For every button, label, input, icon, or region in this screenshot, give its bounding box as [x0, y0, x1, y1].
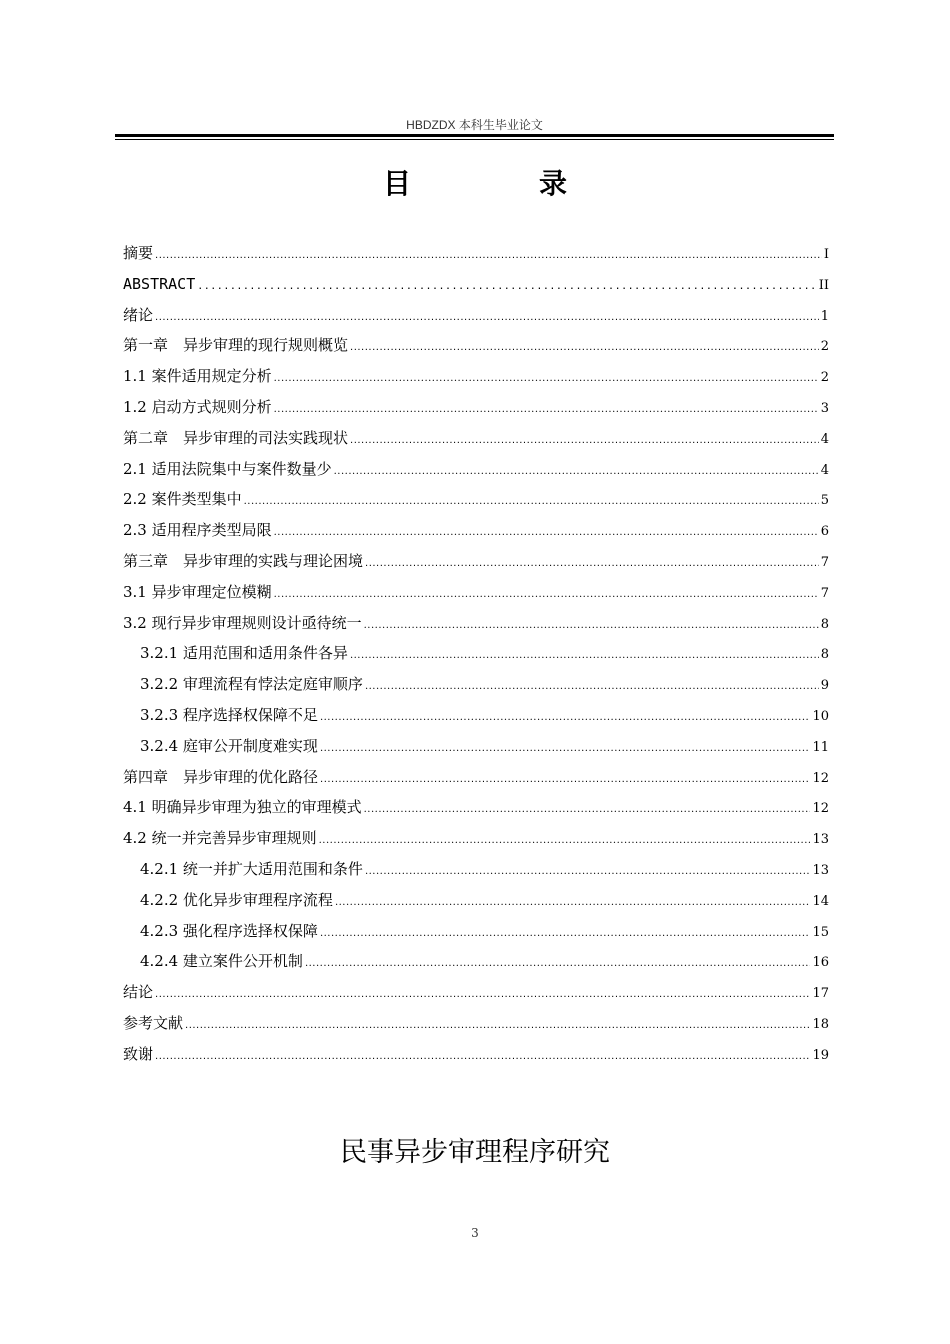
toc-entry-page: 12 — [812, 801, 829, 817]
toc-entry[interactable] — [123, 854, 829, 885]
toc-entry-label: 4.1 明确异步审理为独立的审理模式 — [123, 798, 362, 817]
toc-entry-label: 4.2.4 建立案件公开机制 — [140, 952, 303, 971]
toc-entry-page: 8 — [820, 647, 829, 663]
toc-entry[interactable] — [123, 238, 829, 269]
toc-leader-dots — [320, 765, 810, 796]
toc-entry-page: 15 — [812, 924, 829, 940]
toc-title: 目 录 — [382, 167, 617, 200]
toc-leader-dots — [155, 241, 822, 272]
toc-leader-dots — [365, 672, 819, 703]
toc-entry-page: 17 — [812, 986, 829, 1002]
toc-entry-page: 8 — [820, 616, 829, 632]
toc-entry-label: 4.2 统一并完善异步审理规则 — [123, 829, 317, 848]
toc-entry-label: 结论 — [123, 983, 154, 1002]
toc-entry[interactable] — [123, 454, 829, 485]
toc-leader-dots — [320, 703, 811, 734]
toc-entry-page: 3 — [820, 400, 829, 416]
toc-leader-dots — [155, 1042, 810, 1073]
toc-entry-label: 参考文献 — [123, 1013, 184, 1032]
toc-leader-dots — [320, 734, 811, 765]
toc-entry[interactable] — [123, 792, 829, 823]
toc-entry-label: 3.2.3 程序选择权保障不足 — [140, 705, 318, 724]
toc-leader-dots — [320, 919, 811, 950]
toc-entry[interactable] — [123, 546, 829, 577]
toc-entry-page: 9 — [820, 678, 829, 694]
toc-leader-dots — [274, 580, 819, 611]
paper-title: 民事异步审理程序研究 — [340, 1137, 610, 1168]
toc-entry-label: 绪论 — [123, 305, 154, 324]
toc-leader-dots — [335, 888, 811, 919]
header-rule-thick — [115, 134, 834, 137]
toc-entry-page: 10 — [812, 708, 829, 724]
toc-entry-label: 4.2.3 强化程序选择权保障 — [140, 921, 318, 940]
toc-entry-page: 14 — [812, 893, 829, 909]
toc-entry[interactable] — [123, 1039, 829, 1070]
page-header: HBDZDX 本科生毕业论文 — [406, 118, 543, 132]
toc-entry[interactable] — [123, 330, 829, 361]
toc-leader-dots — [274, 364, 819, 395]
toc-entry[interactable] — [123, 977, 829, 1008]
toc-entry[interactable] — [123, 361, 829, 392]
toc-entry-label: 2.1 适用法院集中与案件数量少 — [123, 459, 332, 478]
toc-entry-label: 1.2 启动方式规则分析 — [123, 397, 272, 416]
toc-leader-dots — [364, 795, 811, 826]
toc-entry-label: ABSTRACT — [123, 274, 196, 293]
toc-entry-page: 5 — [820, 493, 829, 509]
toc-entry[interactable] — [123, 608, 829, 639]
toc-entry[interactable] — [123, 1008, 829, 1039]
toc-leader-dots — [350, 426, 819, 457]
toc-entry-page: 2 — [820, 339, 829, 355]
toc-entry-label: 第一章 异步审理的现行规则概览 — [123, 336, 349, 355]
toc-leader-dots — [185, 1011, 810, 1042]
header-rule-thin — [115, 139, 834, 140]
toc-entry[interactable] — [123, 823, 829, 854]
toc-entry-page: 16 — [812, 955, 829, 971]
toc-entry-label: 1.1 案件适用规定分析 — [123, 367, 272, 386]
toc-entry-label: 3.1 异步审理定位模糊 — [123, 582, 272, 601]
toc-entry-page: 4 — [820, 462, 829, 478]
toc-entry[interactable] — [123, 731, 829, 762]
table-of-contents — [123, 238, 829, 1070]
toc-entry[interactable] — [123, 300, 829, 331]
toc-entry[interactable] — [123, 669, 829, 700]
toc-leader-dots — [155, 303, 819, 334]
toc-entry[interactable] — [123, 916, 829, 947]
toc-entry[interactable] — [123, 946, 829, 977]
toc-entry-label: 4.2.1 统一并扩大适用范围和条件 — [140, 859, 363, 878]
toc-entry-page: II — [818, 277, 829, 293]
toc-leader-dots — [319, 826, 811, 857]
toc-leader-dots — [305, 949, 811, 980]
toc-leader-dots — [365, 857, 811, 888]
toc-leader-dots — [364, 611, 819, 642]
toc-entry-page: 7 — [820, 554, 829, 570]
toc-entry-label: 第三章 异步审理的实践与理论困境 — [123, 551, 364, 570]
toc-entry-page: 12 — [812, 770, 829, 786]
toc-leader-dots — [350, 333, 819, 364]
toc-entry-page: 2 — [820, 370, 829, 386]
page-number: 3 — [471, 1226, 479, 1240]
toc-entry-page: 18 — [812, 1016, 829, 1032]
toc-leader-dots — [350, 641, 819, 672]
toc-leader-dots — [334, 457, 819, 488]
toc-leader-dots — [155, 980, 810, 1011]
toc-entry[interactable] — [123, 638, 829, 669]
toc-entry-label: 摘要 — [123, 244, 154, 262]
toc-entry[interactable] — [123, 269, 829, 300]
toc-leader-dots — [197, 272, 816, 303]
toc-entry-page: 13 — [812, 862, 829, 878]
toc-leader-dots — [274, 395, 819, 426]
toc-entry-label: 3.2.2 审理流程有悖法定庭审顺序 — [140, 675, 363, 694]
toc-entry[interactable] — [123, 392, 829, 423]
toc-leader-dots — [365, 549, 819, 580]
toc-entry-label: 第二章 异步审理的司法实践现状 — [123, 428, 349, 447]
toc-entry-page: 4 — [820, 431, 829, 447]
toc-entry[interactable] — [123, 423, 829, 454]
toc-entry-label: 3.2.4 庭审公开制度难实现 — [140, 736, 318, 755]
toc-entry-label: 4.2.2 优化异步审理程序流程 — [140, 890, 333, 909]
toc-entry-page: 11 — [812, 739, 829, 755]
toc-entry[interactable] — [123, 762, 829, 793]
toc-entry-page: 1 — [820, 308, 829, 324]
toc-entry[interactable] — [123, 885, 829, 916]
toc-entry[interactable] — [123, 515, 829, 546]
toc-entry-label: 2.3 适用程序类型局限 — [123, 521, 272, 540]
toc-entry-page: 7 — [820, 585, 829, 601]
toc-entry-label: 第四章 异步审理的优化路径 — [123, 767, 319, 786]
toc-entry[interactable] — [123, 577, 829, 608]
toc-leader-dots — [244, 487, 819, 518]
toc-entry[interactable] — [123, 484, 829, 515]
toc-entry-page: 19 — [812, 1047, 829, 1063]
toc-entry-page: I — [823, 247, 829, 262]
toc-entry-label: 2.2 案件类型集中 — [123, 490, 242, 509]
toc-entry[interactable] — [123, 700, 829, 731]
toc-entry-page: 6 — [820, 524, 829, 540]
toc-entry-label: 3.2.1 适用范围和适用条件各异 — [140, 644, 348, 663]
toc-entry-label: 3.2 现行异步审理规则设计亟待统一 — [123, 613, 362, 632]
toc-entry-label: 致谢 — [123, 1044, 154, 1063]
toc-entry-page: 13 — [812, 832, 829, 848]
toc-leader-dots — [274, 518, 819, 549]
